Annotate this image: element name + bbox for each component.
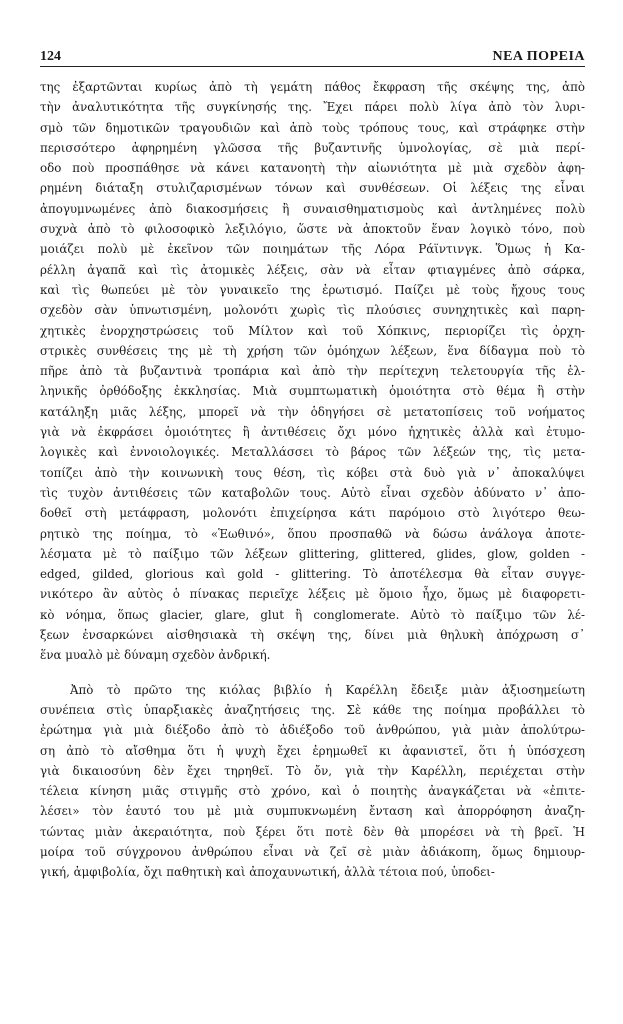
- text-line: πῆρε ἀπὸ τὰ βυζαντινὰ τροπάρια καὶ ἀπὸ τὴν περίτεχνη τελετουργία τῆς ἑλ-: [40, 364, 585, 379]
- text-line: τώντας μιὰν ἀκεραιότητα, ποὺ ξέρει ὅτι ποτὲ δὲν θὰ μπορέσει νὰ τὴ βρεῖ. Ἡ: [40, 824, 585, 839]
- text-line: μοιάζει πολὺ μὲ ἐκεῖνον τῶν ποιημάτων τῆς Λόρα Ράϊντινγκ. Ὅμως ἡ Κα-: [40, 242, 585, 257]
- text-line: κατάληξη μιᾶς λέξης, μπορεῖ νὰ τὴν ὁδηγήσει σὲ μετατοπίσεις τοῦ νοήματος: [40, 404, 585, 419]
- text-line: νικότερο ἂν αὐτὸς ὁ πίνακας περιεῖχε λέξεις μὲ ὅμοιο ἦχο, ὅμως μὲ διαφορετι-: [40, 587, 585, 602]
- text-line: ρημένη διάταξη στυλιζαρισμένων τόνων καὶ συνθέσεων. Οἱ λέξεις της εἶναι: [40, 181, 585, 196]
- text-line: μοίρα τοῦ σύγχρονου ἀνθρώπου εἶναι νὰ ζεῖ σὲ μιὰν ἀδιάκοπη, ὅμως δημιουρ-: [40, 844, 585, 859]
- text-line: λογικὲς καὶ ἐννοιολογικές. Μεταλλάσσει τὸ βάρος τῶν λέξεών της, τὶς μετα-: [40, 445, 585, 460]
- paragraph: [40, 680, 585, 883]
- text-line: ληνικῆς ὀρθόδοξης ἐκκλησίας. Μιὰ συμπτωματικὴ ὁμοιότητα στὸ θέμα ἢ στὴν: [40, 384, 585, 399]
- text-line: edged, gilded, glorious καὶ gold - glittering. Τὸ ἀποτέλεσμα θὰ εἶταν συγγε-: [40, 567, 585, 582]
- text-line: χητικὲς ἐνορχηστρώσεις τοῦ Μίλτον καὶ τοῦ Χόπκινς, περιορίζει τὶς ὀρχη-: [40, 323, 585, 338]
- text-line: τέλεια κίνηση μιᾶς στιγμῆς στὸ χρόνο, καὶ ὁ ποιητὴς ἀναγκάζεται νὰ «ἐπιτε-: [40, 784, 585, 799]
- text-line: τὶς τυχὸν ἀντιθέσεις τῶν καταβολῶν τους. Αὐτὸ εἶναι σχεδὸν ἀδύνατο ν᾽ ἀπο-: [40, 485, 585, 500]
- text-line: γική, ἀμφιβολία, ὄχι παθητικὴ καὶ ἀποχαυνωτική, ἀλλὰ τέτοια πού, ὑποδει-: [40, 865, 495, 880]
- text-line: συνέπεια στὶς ὑπαρξιακὲς ἀναζητήσεις της. Σὲ κάθε της ποίημα προβάλλει τὸ: [40, 702, 585, 717]
- text-line: στρικὲς συνθέσεις της μὲ τὴ χρήση τῶν ὁμόηχων λέξεων, ἕνα δίδαγμα ποὺ τὸ: [40, 343, 585, 358]
- body-text: [40, 77, 585, 883]
- text-line: ἐρώτημα γιὰ μιὰ διέξοδο ἀπὸ τὸ ἀδιέξοδο τοῦ ἀνθρώπου, γιὰ μιὰν ἀπολύτρω-: [40, 723, 585, 738]
- text-line: ἕνα μυαλὸ μὲ δύναμη σχεδὸν ἀνδρική.: [40, 648, 271, 663]
- text-line: τὴν ἀναλυτικότητα τῆς συγκίνησής της. Ἔχει πάρει πολὺ λίγα ἀπὸ τὸν λυρι-: [40, 100, 585, 115]
- text-line: ρέλλη ἀγαπᾶ καὶ τὶς ἀτομικὲς λέξεις, σὰν νὰ εἶταν φτιαγμένες ἀπὸ σάρκα,: [40, 262, 585, 277]
- book-page: [40, 46, 585, 1006]
- text-line: ση ἀπὸ τὸ αἴσθημα ὅτι ἡ ψυχὴ ἔχει ἐρημωθεῖ κι ἀφανιστεῖ, ὅτι ἡ ὑπόσχεση: [40, 743, 585, 758]
- text-line: γιὰ δικαιοσύνη δὲν ἔχει τηρηθεῖ. Τὸ ὄν, γιὰ τὴν Καρέλλη, περιέχεται στὴν: [40, 763, 585, 778]
- text-line: καὶ τὶς θωπεύει μὲ τὸν γυναικεῖο της ἐρωτισμό. Παίζει μὲ τοὺς ἤχους τους: [40, 282, 585, 297]
- text-line: Ἀπὸ τὸ πρῶτο της κιόλας βιβλίο ἡ Καρέλλη ἔδειξε μιὰν ἀξιοσημείωτη: [70, 682, 585, 697]
- text-line: κὸ νόημα, ὅπως glacier, glare, glut ἢ conglomerate. Αὐτὸ τὸ παίξιμο τῶν λέ-: [40, 607, 585, 622]
- text-line: τοπίζει ἀπὸ τὴν κοινωνικὴ τους θέση, τὶς κόβει στὰ δυὸ γιὰ ν᾽ ἀποκαλύψει: [40, 465, 585, 480]
- text-line: σχεδὸν σὰν ὑπνωτισμένη, μολονότι χωρὶς τὶς πλούσιες συνηχητικὲς καὶ παρη-: [40, 303, 585, 318]
- text-line: της ἐξαρτῶνται κυρίως ἀπὸ τὴ γεμάτη πάθος ἔκφραση τῆς σκέψης της, ἀπὸ: [40, 80, 585, 94]
- paragraph-gap: [40, 666, 585, 680]
- text-line: γιὰ νὰ ἐκφράσει ὁμοιότητες ἢ ἀντιθέσεις ὄχι μόνο ἠχητικὲς ἀλλὰ καὶ ἐτυμο-: [40, 425, 585, 440]
- text-line: οδο ποὺ προσπάθησε νὰ κάνει κατανοητὴ τὴν αἰωνιότητα μὲ μιὰ σχεδὸν ἀφη-: [40, 161, 585, 176]
- text-line: λέσματα μὲ τὸ παίξιμο τῶν λέξεων glittering, glittered, glides, glow, golden -: [40, 546, 585, 561]
- running-head: [40, 46, 585, 67]
- text-line: λέσει» τὸν ἑαυτό του μὲ μιὰ συμπυκνωμένη ἔνταση καὶ ἀπορρόφηση ἀναζη-: [40, 804, 585, 819]
- text-line: ἀπογυμνωμένες ἀπὸ διακοσμήσεις ἢ συναισθηματισμοὺς καὶ ἀντλημένες πολὺ: [40, 201, 585, 216]
- text-line: δοθεῖ στὴ μετάφραση, μολονότι ἐπιχείρησα κάτι παρόμοιο στὸ λιγότερο θεω-: [40, 506, 585, 521]
- paragraph: [40, 77, 585, 666]
- page-number: 124: [40, 49, 61, 64]
- text-line: συχνὰ ἀπὸ τὸ φιλοσοφικὸ λεξιλόγιο, ὥστε νὰ ἀποκτοῦν ἕναν λογικὸ τόνο, ποὺ: [40, 222, 585, 237]
- text-line: σμὸ τῶν δημοτικῶν τραγουδιῶν καὶ ἀπὸ τοὺς τρόπους τους, καὶ στράφηκε στὴν: [40, 120, 585, 135]
- text-line: περισσότερο ἀφηρημένη γλῶσσα τῆς βυζαντινῆς ὑμνολογίας, σὲ μιὰ περί-: [40, 140, 585, 155]
- text-line: ξεων ἐνσαρκώνει αἰσθησιακὰ τὴ σκέψη της, δίνει μιὰ θηλυκὴ ἀπόχρωση σ᾽: [40, 628, 585, 643]
- journal-title: ΝΕΑ ΠΟΡΕΙΑ: [492, 49, 585, 64]
- text-line: ρητικὸ της ποίημα, τὸ «Ἑωθινό», ὅπου προσπαθῶ νὰ δώσω ἀνάλογα ἀποτε-: [40, 526, 585, 541]
